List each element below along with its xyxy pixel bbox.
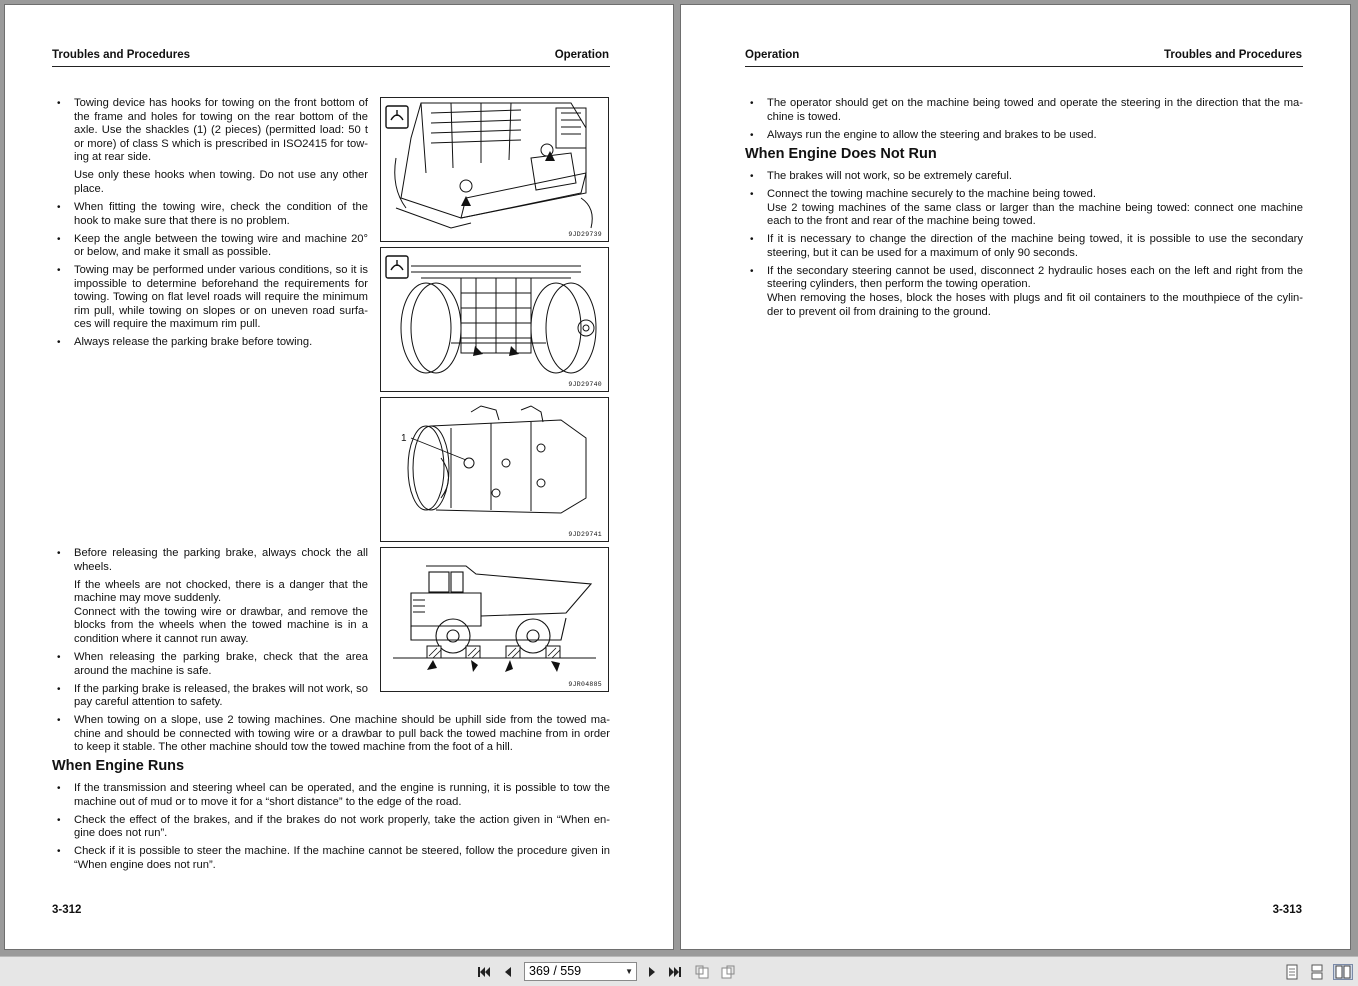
list-item: • Always run the engine to allow the steering and brakes to be used.	[745, 129, 1303, 143]
rotate-left-icon[interactable]	[694, 964, 710, 980]
list-item: • Always release the parking brake before towing.	[52, 336, 368, 350]
running-header-right: Operation	[554, 49, 609, 61]
list-item: • Before releasing the parking brake, always chock the all wheels. If the wheels are not chocked, there is a danger that the machine may move suddenly. Connect with the towing wire or drawbar, and remove the blocks from the wheels when the towed machine is in a condition where it cannot run away.	[52, 547, 368, 647]
chevron-down-icon: ▼	[625, 967, 633, 976]
list-item: • When towing on a slope, use 2 towing machines. One machine should be uphill side from the towed ma-chine and should be connected with towing wire or a drawbar to pull back the towed machine from in order to keep it stable. The other machine should tow the towed machine from the foot of a hill.	[52, 714, 610, 755]
figure-rear-axle-hooks	[380, 247, 609, 392]
callout-number: 1	[401, 433, 407, 444]
figure-front-towing-hooks	[380, 97, 609, 242]
list-item: • If the secondary steering cannot be used, disconnect 2 hydraulic hoses each on the left and right from the steering cylinders, then perform the towing operation. When removing the hoses, block the hoses with plugs and fit oil containers to the mouthpiece of the cylin-der to prevent oil from draining to the ground.	[745, 265, 1303, 319]
rear-axle-illustration	[381, 248, 608, 391]
section-title-engine-does-not-run: When Engine Does Not Run	[745, 146, 937, 162]
rotate-right-icon[interactable]	[720, 964, 736, 980]
running-header-right: Troubles and Procedures	[1163, 49, 1302, 61]
engine-runs-bullets	[52, 782, 610, 877]
axle-shackle-illustration	[381, 398, 608, 541]
towing-operator-bullets	[745, 97, 1303, 147]
document-page-left	[4, 4, 674, 950]
running-header-left: Troubles and Procedures	[52, 49, 191, 61]
list-item: • If it is necessary to change the direction of the machine being towed, it is possible to use the secondary steering, but it can be used for a maximum of only 90 seconds.	[745, 233, 1303, 260]
list-item: • If the parking brake is released, the brakes will not work, so pay careful attention to safety.	[52, 683, 368, 710]
next-page-icon[interactable]	[644, 964, 660, 980]
list-item: • Check if it is possible to steer the machine. If the machine cannot be steered, follow the procedure given in “When engine does not run”.	[52, 845, 610, 872]
page-number: 3-312	[52, 904, 82, 916]
viewer-toolbar	[0, 956, 1358, 986]
parking-brake-bullets	[52, 547, 368, 714]
list-item: • When fitting the towing wire, check the condition of the hook to make sure that there is no problem.	[52, 201, 368, 228]
last-page-icon[interactable]	[667, 964, 683, 980]
header-rule	[52, 66, 610, 67]
list-item: • Towing may be performed under various conditions, so it is impossible to determine beforehand the requirements for towing. Towing on flat level roads will require the minimum rim pull, while towing on slopes or on uneven road surfa-ces will require the maximum rim pull.	[52, 264, 368, 332]
list-item: • Connect the towing machine securely to the machine being towed. Use 2 towing machines of the same class or larger than the machine being towed: connect one machine each to the front and rear of the machine being towed.	[745, 188, 1303, 229]
list-item: • The operator should get on the machine being towed and operate the steering in the direction that the ma-chine is towed.	[745, 97, 1303, 124]
document-page-right	[680, 4, 1351, 950]
single-page-view-icon[interactable]	[1284, 964, 1300, 980]
list-item: • Towing device has hooks for towing on the front bottom of the frame and holes for towing on the rear bottom of the axle. Use the shackles (1) (2 pieces) (permitted load: 50 t or more) of class S which is prescribed in ISO2415 for tow-ing at rear side. Use only these hooks when towing. Do not use any other place.	[52, 97, 368, 197]
section-title-engine-runs: When Engine Runs	[52, 758, 185, 774]
list-item: • If the transmission and steering wheel can be operated, and the engine is running, it is possible to tow the machine out of mud or to move it for a “short distance” to the edge of the road.	[52, 782, 610, 809]
figure-wheel-chocks	[380, 547, 609, 692]
page-number-select[interactable]	[524, 962, 637, 981]
figure-code: 9JD29741	[568, 531, 602, 538]
header-rule	[745, 66, 1303, 67]
prev-page-icon[interactable]	[500, 964, 516, 980]
page-number: 3-313	[1272, 904, 1302, 916]
list-item: • When releasing the parking brake, check that the area around the machine is safe.	[52, 651, 368, 678]
figure-code: 9JD29740	[568, 381, 602, 388]
facing-pages-view-icon[interactable]	[1333, 964, 1353, 980]
list-item: • Check the effect of the brakes, and if the brakes do not work properly, take the action given in “When en-gine does not run”.	[52, 814, 610, 841]
figure-code: 9JR04885	[568, 681, 602, 688]
towing-device-bullets	[52, 97, 368, 354]
running-header-left: Operation	[745, 49, 800, 61]
engine-does-not-run-bullets	[745, 170, 1303, 324]
slope-towing-bullet	[52, 714, 610, 759]
list-item: • Keep the angle between the towing wire and machine 20° or below, and make it small as possible.	[52, 233, 368, 260]
dump-truck-chocks-illustration	[381, 548, 608, 691]
page-indicator: 369 / 559	[529, 964, 582, 978]
figure-code: 9JD29739	[568, 231, 602, 238]
first-page-icon[interactable]	[476, 964, 492, 980]
continuous-view-icon[interactable]	[1309, 964, 1325, 980]
figure-axle-shackle	[380, 397, 609, 542]
front-hooks-illustration	[381, 98, 608, 241]
list-item: • The brakes will not work, so be extremely careful.	[745, 170, 1303, 184]
